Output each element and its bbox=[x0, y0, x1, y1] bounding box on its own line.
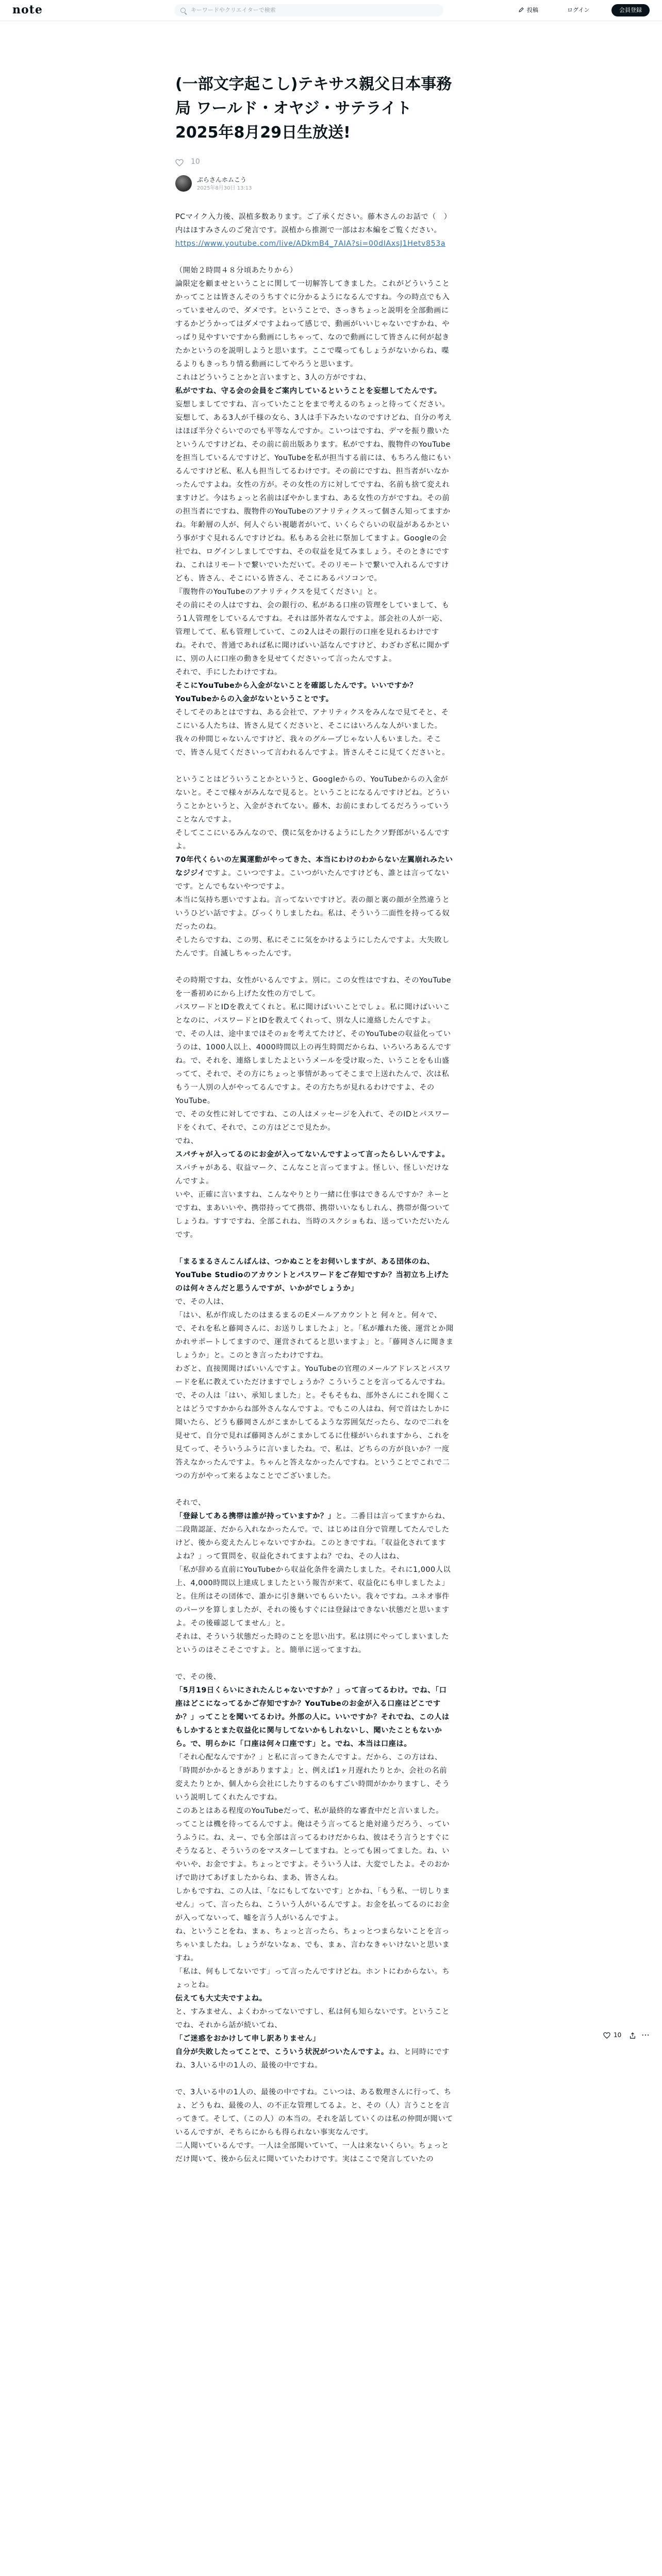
more-icon[interactable]: ⋯ bbox=[641, 2030, 650, 2040]
paragraph: で、3人いる中の1人の、最後の中ですね。こいつは、ある数理さんに行って、ちょ、どうもね、最後の人、の不正な管理してるよ。と、その（人）言うことを言ってきて。そして、（この人）の本当の。それを話していくのは私の仲間が聞いているんですが、そちらにからも得られない事実なんです。 bbox=[175, 2088, 453, 2137]
paragraph: ね、ということをね、まぁ、ちょっと言ったら、ちょっとつまらないことを言っちゃいましたね。しょうがないなぁ、でも、まぁ、言わなきゃいけないと思いますね。 bbox=[175, 1927, 450, 1962]
paragraph bbox=[175, 1992, 454, 2005]
article-title: (一部文字起こし)テキサス親父日本事務局 ワールド・オヤジ・サテライト2025年8月29日生放送! bbox=[175, 75, 452, 142]
author-name[interactable]: ぷらさんホムこう bbox=[197, 176, 247, 183]
search-icon bbox=[180, 8, 186, 13]
paragraph-spacer bbox=[175, 1657, 454, 1670]
paragraph: 自分が失敗したってことで、こういう状況がついたんですよ。ね、と同時にですね、3人いる中の1人の、最後の中ですね。 bbox=[175, 2048, 450, 2070]
paragraph: で、その人は、 bbox=[175, 1298, 229, 1306]
author-info[interactable] bbox=[175, 174, 454, 195]
like-count: 10 bbox=[191, 158, 200, 166]
share-icon[interactable] bbox=[629, 2032, 636, 2039]
bold-text: 自分が失敗したってことで、こういう状況がついたんですよ。 bbox=[175, 2048, 389, 2056]
paragraph: ということはどういうことかというと、Googleからの、YouTubeからの入金がないと。そこで様々がみんなで見ると。ということになるんですけどね。どういうことかというと、入金がされてない。藤木、お前にまわしてるだろうっていうことなんですよ。 bbox=[175, 775, 450, 824]
paragraph: PCマイク入力後、誤植多数あります。ご了承ください。藤木さんのお話で（ ）内はほすみさんのご発言です。誤植から推測で一部はお本編をご覧ください。 bbox=[175, 213, 452, 234]
bold-text: 伝えても大丈夫ですよね。 bbox=[175, 1994, 267, 2003]
site-header bbox=[0, 0, 662, 21]
paragraph bbox=[175, 1255, 454, 1295]
paragraph: 二人聞いているんです。一人は全部聞いていて、一人は来ないくらい。ちょっとだけ聞いて、後から伝えに聞いていたわけです。実はここで発言していたの bbox=[175, 2142, 449, 2163]
bold-text: 「ご迷惑をおかけして申し訳ありません」 bbox=[175, 2035, 320, 2043]
paragraph: 妄想しましてですね、言っていたことをまで考えるのちょっと待ってください。妄想して、ある3人が千様の女ら、3人は手下みたいなのですけどね、自分の考えはほぼ半分ぐらいでのでも平等なんですか。こいつはですね、デマを振り撒いたというんですけどね、その前に前出版あります。私がですね、腹物件のYouTubeを担当しているんですけど、YouTubeを私が担当する前には、もちろん他にもいるんですけど私、私人も担当してるわけです。その前にですね、担当者がいなかったんですよね。女性の方が。その女性の方に対してですね、名前も捨て変えれますけど。今はちょっと名前はぼやかしますね、ある女性の方がですね。その前の担当者にですね、腹物件のYouTubeのアナリティクスって個さん知ってますかね。年齢層の人が、何人ぐらい視聴者がいて、いくらぐらいの収益があるかという事がすぐ見れるんですけどね。私もある会社に祭加してますよ。Googleの会社でね、ログインしましてですね、その収益を見てみましょう。そのときにですね、これはリモートで繋いでいただいて。そのリモートで繋いで入れるんですけども、皆さん、そこにいる皆さん、そこにあるパソコンで。 bbox=[175, 400, 452, 583]
paragraph: 「私が辞める直前にYouTubeから収益化条件を満たしました。それに1,000人以上、4,000時間以上達成しましたという報告が来て、収益化にも申しましたよ」と。住所はその団体で、誰かに引き継いでもらいたい。我々ですね。ユネオ事件のパーツを算しましたが、それの後もすぐには登録はできない状態だと思いますよ。その後確認してません」と。 bbox=[175, 1566, 451, 1628]
paragraph: それで、手にしたわけですね。 bbox=[175, 668, 282, 676]
bold-text: スパチャが入ってるのにお金が入ってないんですよって言ったらしいんですよ。 bbox=[175, 1150, 450, 1159]
paragraph: いや、正確に言いますね、こんなやりとり一緒に仕事はできるんですか？ネーとですね、まあいいや、携帯持ってて携帯、携帯いいなもしれん、携帯が傷ついてしょうね。すすですね、全部これね、当時のスクショもね、送っていただいたんです。 bbox=[175, 1191, 450, 1239]
bold-text: 「まるまるさんこんばんは、つかぬことをお伺いしますが、ある団体のね、YouTube Studioのアカウントとパスワードをご存知ですか？当初立ち上げたのは何々さんだと思うんですが、いかがでしょうか」 bbox=[175, 1258, 450, 1293]
paragraph: で、その人は、途中までほそのぉを考えてたけど、そのYouTubeの収益化っていうのは、1000人以上、4000時間以上の再生時間だからね、いろいろあるんですね。で、それを、連絡しましたよというメールを受け取った、いうことをも山盛ってて、それで、その方にちょっと事情があってそこまで上送れたんで、次は私もう一人別の人がやってるんですよ。その方たちが見れるわけですよ、そのYouTube。 bbox=[175, 1030, 452, 1105]
paragraph: ってことは機を待ってるんですよ。俺はそう言ってると絶対違うだろう、っていうふうに。ね、えー、でも全部は言ってるわけだからね、彼はそう言うとすぐにそうなると、そういうのをマスターしてますね。とっても困ってました。ね、いやいや、お金ですよ。ちょっとですよ。そういう人は、大変でしたよ。そのおかげで助けてあげましたからね、まあ、皆さんね。 bbox=[175, 1820, 450, 1882]
floating-like-count: 10 bbox=[614, 2031, 622, 2039]
search-input[interactable] bbox=[174, 4, 443, 16]
bold-text: 70年代くらいの左翼運動がやってきた、本当にわけのわからない左翼崩れみたいなジジイ bbox=[175, 856, 453, 877]
login-button[interactable]: ログイン bbox=[567, 7, 590, 13]
video-link[interactable] bbox=[175, 237, 454, 250]
paragraph-spacer bbox=[175, 759, 454, 773]
paragraph: このあとはある程度のYouTubeだって、私が最終的な審査中だと言いました。 bbox=[175, 1807, 444, 1815]
bold-text: 私がですね、守る会の会員をご案内しているということを妄想してたんです。 bbox=[175, 387, 442, 395]
paragraph: そしてそのあとはですね、ある会社で、アナリティクスをみんなで見てそと、そこにいる人たちは、皆さん見てくださいと、そこにはいろんな人がいました。我々の仲間じゃないんですけど、我々のグループじゃない人もいました。そこで、皆さん見てくださいって言われるんですよ。皆さんそこに見てくださいと。 bbox=[175, 708, 450, 757]
paragraph: 『腹物件のYouTubeのアナリティクスを見てください』と。 bbox=[175, 588, 382, 596]
paragraph bbox=[175, 1148, 454, 1161]
paragraph: わざと、直接関聞けばいいんですよ。YouTubeの官理のメールアドレスとパスワードを私に教えていただけますでしょうか？こういうことを言ってるんですね。 bbox=[175, 1365, 451, 1386]
signup-button[interactable]: 会員登録 bbox=[611, 4, 650, 16]
paragraph: パスワードとIDを教えてくれと。私に聞けばいいことでしょ。私に聞けばいいことなのに、パスワードとIDを教えてくれって、別な人に連絡したんですよ。 bbox=[175, 1003, 451, 1025]
search-placeholder: キーワードやクリエイターで検索 bbox=[191, 7, 276, 13]
paragraph bbox=[175, 679, 454, 706]
paragraph-spacer bbox=[175, 250, 454, 264]
paragraph: 「私は、何もしてないです」って言ったんですけどね。ホントにわからない。ちょっとね。 bbox=[175, 1968, 450, 1989]
paragraph-spacer bbox=[175, 2072, 454, 2086]
paragraph bbox=[175, 384, 454, 398]
paragraph: 論限定を顧ませということに関して一切解答してきました。これがどういうことかってことは皆さんそのうちすぐに分かるようになるんですね。今の時点でも入っていませんので、ダメです。ということで、さっきちょっと説明を全部動画にするかどうかってはダメですよねって感じで、動画がいいじゃないですかね、やっぱり見やすいですから動画にしちゃって、なので動画にして皆さんに何が起きたかというのを説明しようと思います。ここで喋ってもしょうがないからね、喋るよりもきっちり情る動画にしてやろうと思います。 bbox=[175, 280, 450, 368]
paragraph: 70年代くらいの左翼運動がやってきた、本当にわけのわからない左翼崩れみたいなジジイですよ。こいつですよ。こいつがいたんですけども、誰とは言ってないです。とんでもないやつですよ。 bbox=[175, 856, 453, 891]
post-button[interactable] bbox=[519, 0, 538, 21]
paragraph: でね、 bbox=[175, 1137, 198, 1145]
paragraph: それは、そういう状態だった時のことを思い出す。私は別にやってしまいましたというのはそこそこですよ。と。簡単に送ってますね。 bbox=[175, 1633, 450, 1654]
youtube-link[interactable]: https://www.youtube.com/live/ADkmB4_7AIA?si=00dIAxsJ1Hetv853a bbox=[175, 240, 446, 248]
paragraph: それで、 bbox=[175, 1499, 206, 1507]
pen-icon bbox=[519, 7, 524, 12]
paragraph: しかもですね、この人は、「なにもしてないです」とかね、「もう私、一切しりません」って、言ったらね、こういう人がいるんですよ。お金を払ってるのにお金が入ってないって、嘘を言う人がいるんですよ。 bbox=[175, 1887, 450, 1922]
paragraph: スパチャがある、収益マーク、こんなこと言ってますよ。怪しい、怪しいだけなんですよ。 bbox=[175, 1164, 450, 1185]
paragraph bbox=[175, 2032, 454, 2045]
bold-text: 「登録してある携帯は誰が持っていますか？」 bbox=[175, 1512, 336, 1520]
post-label: 投稿 bbox=[527, 7, 538, 13]
paragraph: （開始２時間４８分頃あたりから） bbox=[175, 266, 297, 275]
publish-date: 2025年8月30日 13:13 bbox=[197, 185, 252, 191]
paragraph bbox=[175, 1684, 454, 1751]
bold-text: そこにYouTubeから入金がないことを確認したんです。いいですか？YouTubeからの入金がないということです。 bbox=[175, 682, 418, 703]
paragraph: そしてここにいるみんなので、僕に気をかけるようにしたクソ野郎がいるんですよ。 bbox=[175, 829, 450, 851]
floating-actions bbox=[603, 2030, 655, 2042]
heart-icon[interactable] bbox=[175, 159, 184, 167]
paragraph: で、その女性に対してですね、この人はメッセージを入れて、そのIDとパスワードをくれて、それで、この方はどこで見たか。 bbox=[175, 1110, 450, 1132]
article-body bbox=[175, 210, 454, 2166]
paragraph: 「それ心配なんですか？」と私に言ってきたんですよ。だから、この方はね、「時間がかかるときがありますよ」と、例えば1ヶ月遅れたりとか、会社の名前変えたりとか、個人から会社にしたりするのもすごい時間がかかりますし、そういう説明してくれたんですね。 bbox=[175, 1753, 450, 1802]
paragraph: 「登録してある携帯は誰が持っていますか？」と。二番目は言ってますからね、二段階認証、だから入れなかったんで。で、はじめは自分で管理してたんでしたけど、後から変えたんじゃないですかね。このときですね。「収益化されてますよね？」って質問を、収益化されてますよね？でね、その人はね、 bbox=[175, 1512, 450, 1561]
paragraph: そしたらですね、この男、私にそこに気をかけるようにしたんですよ。大失敗したんです。自滅しちゃったんです。 bbox=[175, 936, 450, 958]
paragraph: これはどういうことかと言いますと、3人の方がですね、 bbox=[175, 374, 371, 382]
bold-text: 「5月19日くらいにされたんじゃないですか？」って言ってるわけ。でね、「口座はどこになってるかご存知ですか？YouTubeのお金が入る口座はどこですか？」ってことを聞いてるわけ。外部の人に。いいですか？それでね、この人はもしかするとまた収益化に関与してないかもしれないし、聞いたこともないから。で、明らかに「口座は何々口座です」と。でね、本当は口座は。 bbox=[175, 1686, 450, 1748]
paragraph: と、すみません、よくわかってないですし、私は何も知らないです。ということでね、それから話が続いてね、 bbox=[175, 2008, 450, 2029]
note-logo[interactable]: note bbox=[12, 3, 43, 16]
paragraph: その前にその人はですね、会の銀行の、私がある口座の管理をしていまして、もう1人管理をしているんですね。それは部外者なんですよ。部会社の人が一応、管理してて、私も管理していて、この2人はその銀行の口座を見れるわけですね。それで、普通であれば私に聞けばいい話なんですけど、わざわざ私に聞かずに、別の人に口座の動きを見せてくださいって言ったんですよ。 bbox=[175, 601, 450, 663]
paragraph: で、その人は「はい、承知しました」と。そもそもね、部外さんにこれを聞くことはどうですかからね部外さんなんですよ。でもこの人はね、何で首はたしかに聞いたら、どうも藤岡さんがこまかしてるような雰囲気だったら、なので二れを見せて、自分で見れば藤岡さんがこまかしてるに仕様がいられますから、これを見てって、そういうふうに言いましたね。で、私は、どちらの方が良いか？一度答えなかったんですよ。ちゃんと答えなかったんですね。ということでこれで二つの方がやって来るよなことでございました。 bbox=[175, 1392, 450, 1480]
paragraph: 「はい、私が作成したのはまるまるのEメールアカウントと 何々と。何々で、で、それを私と藤岡さんに、お送りしましたよ」と。「私が離れた後、運営とか聞かれサポートしてますので、運営されてると思いますよ」と。「藤岡さんに聞きましょうか」と。このとき言ったわけですね。 bbox=[175, 1311, 454, 1360]
paragraph-spacer bbox=[175, 1483, 454, 1496]
paragraph: 本当に気持ち悪いですよね。言ってないですけど。表の顔と裏の顔が全然違うというひどい話ですよ。びっくりしましたね。私は、そういう二面性を持ってる奴だったのね。 bbox=[175, 896, 450, 931]
like-heart-icon[interactable] bbox=[603, 2032, 610, 2039]
paragraph-spacer bbox=[175, 960, 454, 974]
avatar[interactable] bbox=[175, 175, 192, 192]
paragraph-spacer bbox=[175, 1242, 454, 1255]
paragraph: その時期ですね、女性がいるんですよ。別に。この女性はですね、そのYouTubeを一番初めにから上げた女性の方でして。 bbox=[175, 976, 452, 998]
paragraph: で、その後、 bbox=[175, 1673, 221, 1681]
